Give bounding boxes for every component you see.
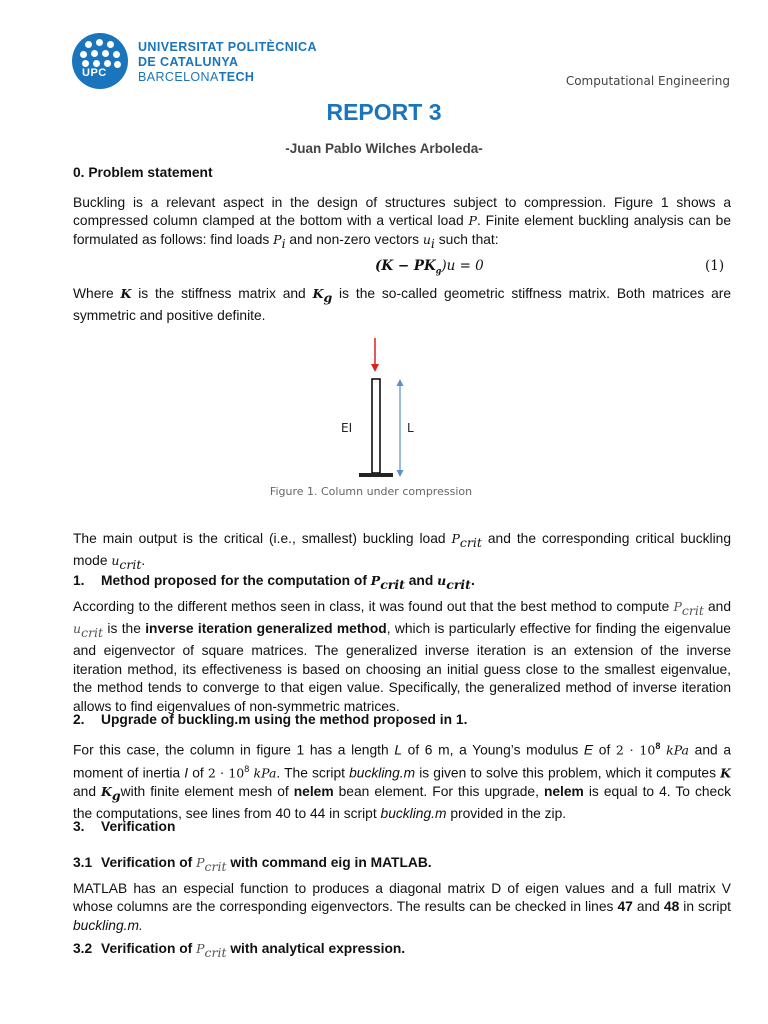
section-3-heading: 3. Verification [73, 819, 176, 834]
section-3-1-paragraph: MATLAB has an especial function to produces a diagonal matrix D of eigen values and a full matrix V whose columns are the corresponding eigenvectors. The results can be checked in lines 47 and 48 in script buckling.m. [73, 881, 732, 933]
university-line-3b: TECH [218, 70, 255, 84]
upc-logo-emblem [72, 33, 128, 89]
section-2-heading: 2. Upgrade of buckling.m using the method proposed in 1. [73, 712, 468, 727]
figure-caption: Figure 1. Column under compression [269, 485, 473, 498]
section-0-paragraph-2: Where K is the stiffness matrix and $K_g$ is the so-called geometric stiffness matrix. Both matrices are symmetric and positive definite. [73, 286, 732, 324]
main-output-paragraph: The main output is the critical (i.e., smallest) buckling load $P_{crit}$ and the corresponding critical buckling mode $u_{crit}$. [73, 531, 731, 572]
upc-logo [72, 33, 342, 89]
university-line-3a: BARCELONA [138, 70, 219, 84]
section-1-paragraph: According to the different methos seen in class, it was found out that the best method to compute $P_{crit}$ and $u_{crit}$ is the inverse iteration generalized method, which is particularly effective for finding the eigenvalue and eigenvector of square matrices. The generalized inverse iteration is an extension of the inverse iteration method, its effectiveness is based on choosing an initial guess close to the smallest eigenvalue, the method tends to converge to that eigen value. Specifically, the generalized method of inverse iteration allows to find eigenvalues of non-symmetric matrices. [73, 599, 731, 714]
section-0-heading: 0. Problem statement [73, 165, 213, 180]
university-line-1: UNIVERSITAT POLITÈCNICA [138, 40, 317, 54]
upc-abbrev: UPC [82, 67, 107, 79]
university-line-2: DE CATALUNYA [138, 55, 239, 69]
equation-1-number: (1) [705, 258, 725, 274]
section-1-heading: 1. Method proposed for the computation of $P_{crit}$ and $u_{crit}$. [73, 573, 475, 592]
column-base [359, 473, 393, 477]
university-name [138, 40, 317, 85]
column-body [372, 379, 380, 473]
section-3-2-heading: 3.2 Verification of $P_{crit}$ with analytical expression. [73, 941, 406, 960]
department-label: Computational Engineering [565, 74, 730, 88]
column-figure [330, 334, 440, 484]
report-title: REPORT 3 [326, 99, 442, 125]
figure-label-l: L [407, 421, 414, 435]
section-0-paragraph-1: Buckling is a relevant aspect in the design of structures subject to compression. Figure 1 shows a compressed column clamped at the bottom with a vertical load P. Finite element buckling analysis can be formulated as follows: find loads $P_i$ and non-zero vectors $u_i$ such that: [73, 195, 731, 251]
section-3-1-heading: 3.1 Verification of $P_{crit}$ with command eig in MATLAB. [73, 855, 432, 874]
report-author: -Juan Pablo Wilches Arboleda- [285, 141, 483, 156]
equation-1: $(K - PK_g)u = 0$ [375, 258, 484, 276]
figure-label-ei: EI [341, 421, 353, 435]
section-2-paragraph: For this case, the column in figure 1 has a length L of 6 m, a Young’s modulus E of $2 \cdot 10^8$ kPa and a moment of inertia I of $2 \cdot 10^8$ kPa. The script buckling.m is given to solve this problem, which it computes K and $K_gwith$ finite element mesh of nelem bean element. For this upgrade, nelem is equal to 4. To check the computations, see lines from 40 to 44 in script buckling.m provided in the zip. [73, 741, 731, 822]
